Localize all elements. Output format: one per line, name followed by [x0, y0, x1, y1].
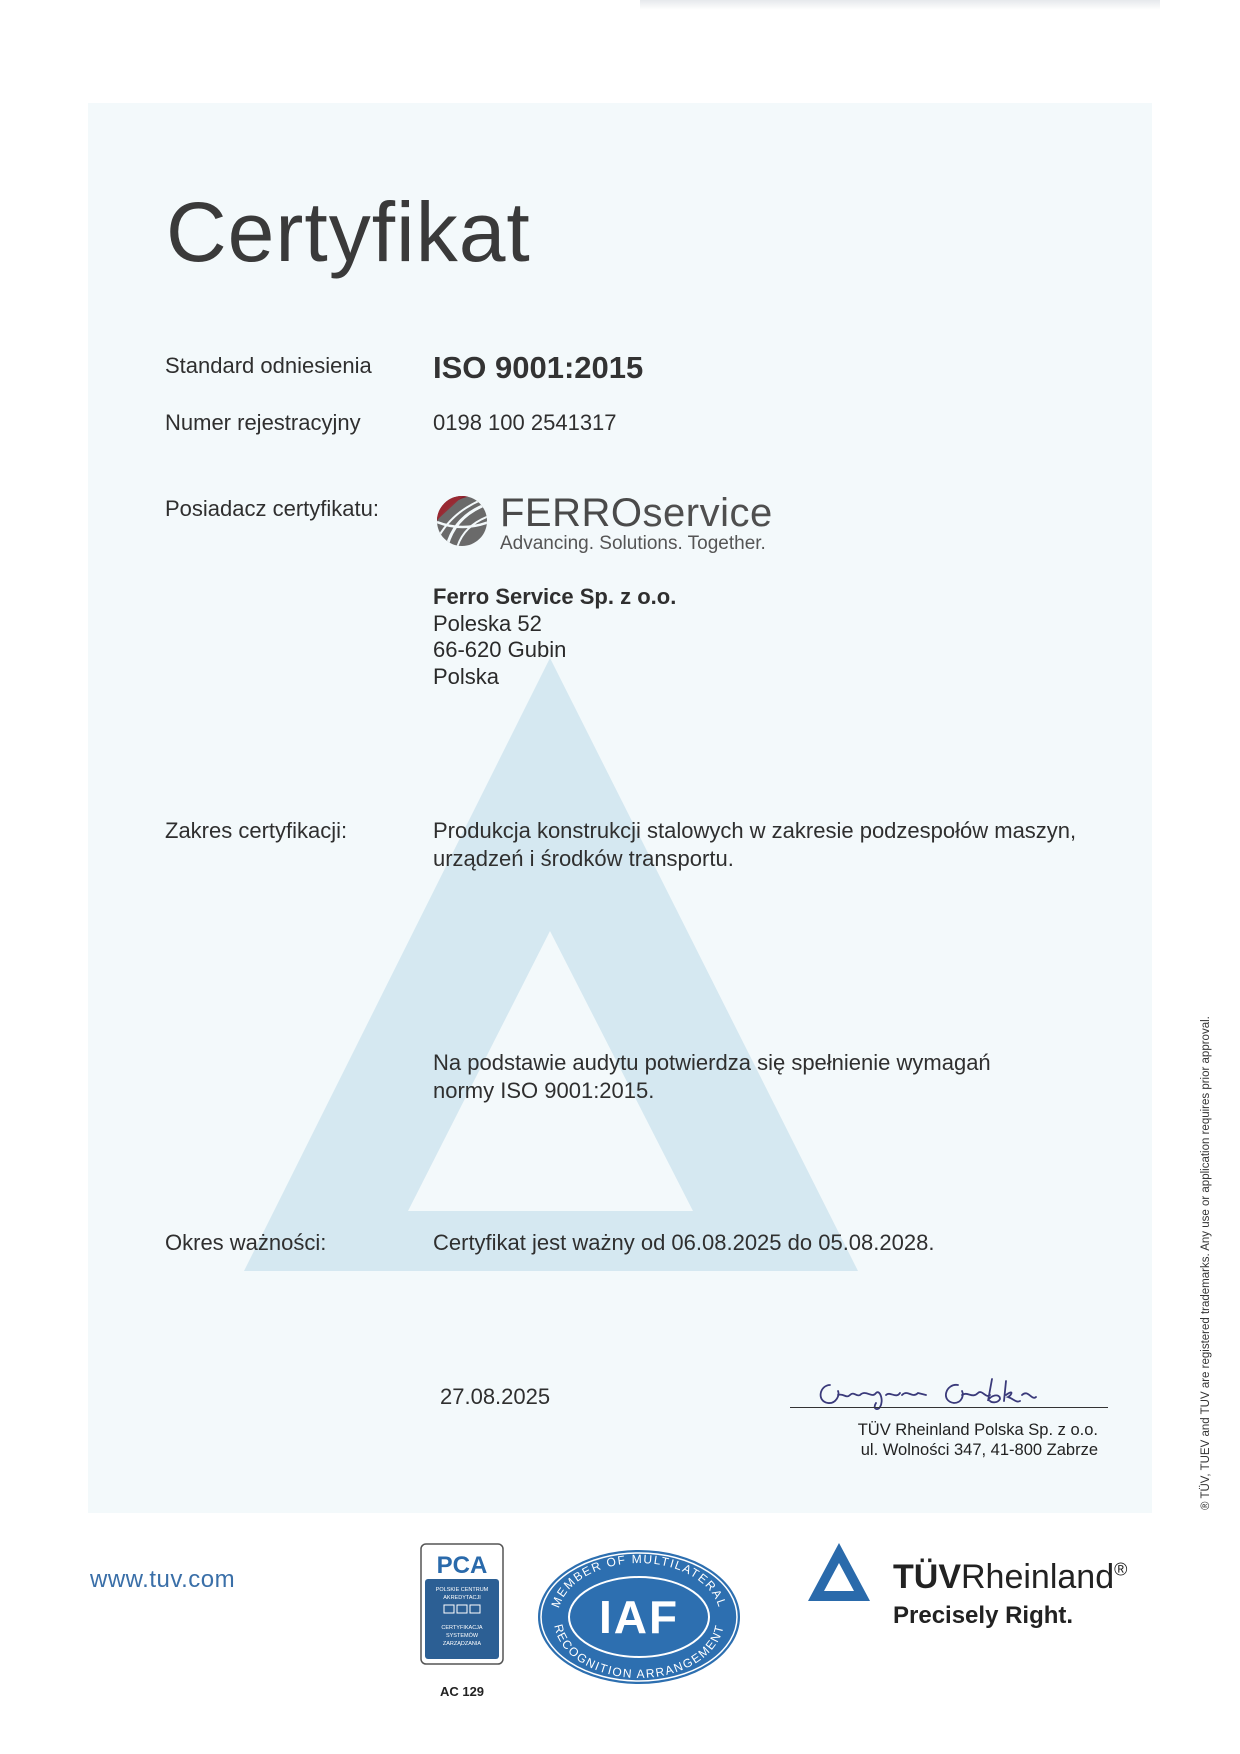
holder-country: Polska [433, 664, 500, 689]
svg-text:ZARZĄDZANIA: ZARZĄDZANIA [442, 1641, 482, 1647]
holder-label: Posiadacz certyfikatu: [165, 496, 379, 521]
holder-city: 66-620 Gubin [433, 637, 567, 662]
validity-label: Okres ważności: [165, 1230, 327, 1255]
issue-date: 27.08.2025 [440, 1384, 551, 1409]
top-shadow [640, 0, 1160, 10]
pca-code: AC 129 [439, 1684, 485, 1699]
website-link[interactable]: www.tuv.com [90, 1566, 236, 1593]
svg-text:SYSTEMÓW: SYSTEMÓW [445, 1633, 479, 1639]
page-title: Certyfikat [166, 185, 531, 279]
scope-line-2: urządzeń i środków transportu. [433, 846, 734, 871]
ferro-logo-part2: service [642, 491, 773, 535]
issuer-name: TÜV Rheinland Polska Sp. z o.o. [857, 1421, 1098, 1439]
ferro-logo-tagline: Advancing. Solutions. Together. [500, 533, 766, 554]
standard-value: ISO 9001:2015 [433, 350, 644, 385]
iaf-logo-icon [536, 1548, 742, 1686]
scope-line-1: Produkcja konstrukcji stalowych w zakresie podzespołów maszyn, [433, 818, 1077, 843]
svg-text:MEMBER OF MULTILATERAL: MEMBER OF MULTILATERAL [548, 1551, 730, 1610]
svg-text:CERTYFIKACJA: CERTYFIKACJA [441, 1625, 483, 1631]
svg-text:RECOGNITION ARRANGEMENT: RECOGNITION ARRANGEMENT [551, 1622, 727, 1682]
tuv-reg-mark: ® [1114, 1559, 1128, 1580]
trademark-note: ® TÜV, TUEV and TUV are registered trademarks. Any use or application requires prior approval. [1200, 1016, 1212, 1510]
pca-logo-icon [420, 1543, 504, 1665]
tuv-name-regular: Rheinland [961, 1558, 1115, 1596]
regnum-value: 0198 100 2541317 [433, 410, 617, 435]
scope-label: Zakres certyfikacji: [165, 818, 348, 843]
tuv-tagline: Precisely Right. [893, 1602, 1074, 1629]
pca-badge [420, 1543, 504, 1665]
tuv-triangle-watermark [88, 103, 1152, 1513]
tuv-rheinland-wordmark [893, 1560, 1127, 1594]
svg-text:AKREDYTACJI: AKREDYTACJI [443, 1595, 481, 1601]
svg-text:IAF: IAF [598, 1591, 680, 1643]
svg-text:PCA: PCA [436, 1552, 488, 1579]
tuv-triangle-icon [806, 1541, 872, 1603]
certificate-panel [88, 103, 1152, 1513]
holder-street: Poleska 52 [433, 611, 542, 636]
audit-line-2: normy ISO 9001:2015. [433, 1078, 655, 1103]
holder-name: Ferro Service Sp. z o.o. [433, 584, 677, 609]
ferro-logo-part1: FERRO [500, 491, 643, 535]
validity-value: Certyfikat jest ważny od 06.08.2025 do 05.08.2028. [433, 1230, 935, 1255]
standard-label: Standard odniesienia [165, 353, 372, 378]
svg-text:POLSKIE CENTRUM: POLSKIE CENTRUM [435, 1587, 489, 1593]
audit-line-1: Na podstawie audytu potwierdza się spełnienie wymagań [433, 1050, 991, 1075]
ferro-globe-icon [433, 492, 491, 550]
signature-line [790, 1407, 1108, 1408]
regnum-label: Numer rejestracyjny [165, 410, 361, 435]
ferro-logo-wordmark [500, 493, 773, 533]
tuv-name-bold: TÜV [893, 1558, 961, 1596]
issuer-address: ul. Wolności 347, 41-800 Zabrze [860, 1441, 1098, 1459]
